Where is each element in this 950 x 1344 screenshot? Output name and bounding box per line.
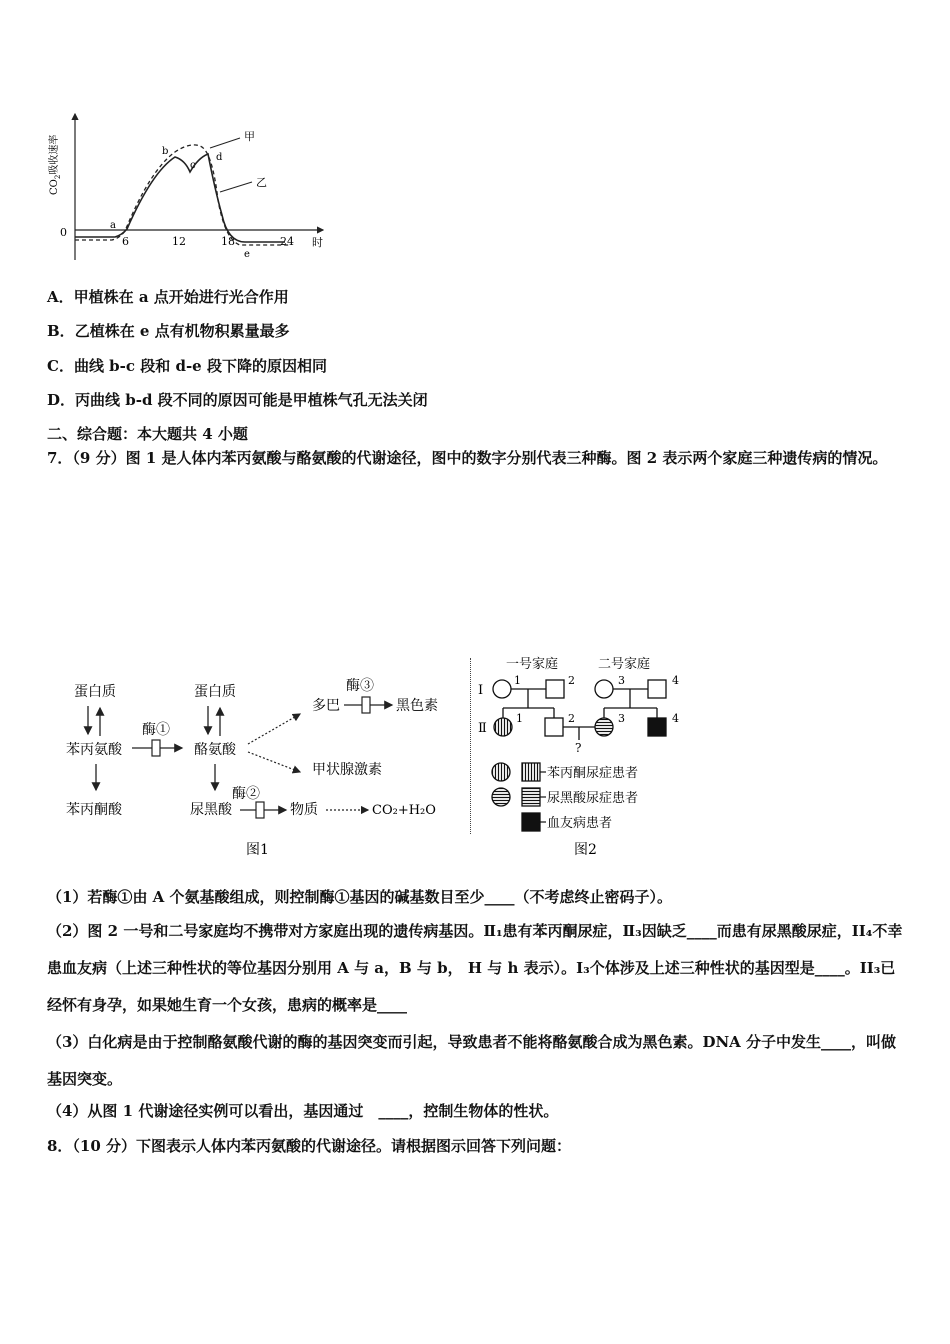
- legend-hemo-text: 血友病患者: [547, 816, 613, 831]
- phe-label: 苯丙氨酸: [66, 742, 122, 758]
- f2-II3-number: 3: [618, 712, 625, 725]
- y-axis-label: $CO_2$吸收速率: [49, 134, 62, 195]
- figure-divider: [470, 658, 471, 834]
- enzyme-3-label: 酶③: [346, 678, 374, 694]
- x-axis-unit: 时: [312, 236, 323, 249]
- x-tick: 6: [122, 235, 129, 248]
- option-a: A．甲植株在 a 点开始进行光合作用: [47, 288, 289, 306]
- melanin-label: 黑色素: [396, 698, 438, 714]
- curve-jia-label: 甲: [244, 130, 255, 143]
- point-e: e: [244, 249, 250, 260]
- option-d: D．丙曲线 b-d 段不同的原因可能是甲植株气孔无法关闭: [47, 391, 428, 409]
- section-title: 二、综合题：本大题共 4 小题: [47, 425, 248, 443]
- unknown-child: ?: [575, 741, 582, 755]
- point-b: b: [162, 146, 169, 157]
- tyr-label: 酪氨酸: [194, 742, 236, 758]
- enzyme-1-label: 酶①: [142, 722, 170, 738]
- x-tick: 18: [221, 235, 235, 248]
- generation-1-label: Ⅰ: [478, 683, 484, 698]
- f1-I2-male: [546, 680, 564, 698]
- thyroxine-label: 甲状腺激素: [312, 762, 382, 778]
- family-1-label: 一号家庭: [506, 657, 559, 672]
- legend-aku-text: 尿黑酸尿症患者: [547, 791, 639, 806]
- curve-jia-leader: [210, 138, 240, 148]
- f1-I1-number: 1: [514, 674, 521, 687]
- point-c: c: [190, 160, 196, 171]
- f2-II3-female-aku: [595, 718, 613, 736]
- q7-part-2: （2）图 2 一号和二号家庭均不携带对方家庭出现的遗传病基因。Ⅱ₁患有苯丙酮尿症，Ⅱ₃因缺乏____而患有尿黑酸尿症，II₄不幸患血友病（上述三种性状的等位基因分别用 A 与 a，B 与 b， H 与 h 表示）。I₃个体涉及上述三种性状的基因型是____。II₃已经怀有身孕，如果她生育一个女孩，患病的概率是____: [47, 922, 903, 1014]
- option-c: C．曲线 b-c 段和 d-e 段下降的原因相同: [47, 357, 327, 375]
- f2-II4-male-hemophilia: [648, 718, 666, 736]
- q8-intro: 8．（10 分）下图表示人体内苯丙氨酸的代谢途径。请根据图示回答下列问题：: [47, 1137, 572, 1155]
- f2-I3-female: [595, 680, 613, 698]
- origin-label: 0: [60, 226, 67, 239]
- point-a: a: [110, 220, 116, 231]
- x-tick: 12: [172, 235, 186, 248]
- x-tick: 24: [280, 235, 294, 248]
- protein-label-2: 蛋白质: [194, 684, 236, 700]
- f1-II1-female-pku: [494, 718, 512, 736]
- curve-yi-label: 乙: [256, 176, 267, 189]
- q7-part-3: （3）白化病是由于控制酪氨酸代谢的酶的基因突变而引起，导致患者不能将酪氨酸合成为黑色素。DNA 分子中发生____，叫做基因突变。: [47, 1033, 897, 1088]
- curve-yi-leader: [220, 182, 252, 192]
- f2-I4-number: 4: [672, 674, 679, 687]
- point-d: d: [216, 152, 223, 163]
- q7-part-1: （1）若酶①由 A 个氨基酸组成，则控制酶①基因的碱基数目至少____（不考虑终止密码子）。: [47, 888, 673, 906]
- co2-graph: [40, 110, 340, 270]
- co2-h2o-label: CO₂+H₂O: [372, 803, 436, 818]
- figure-1: [60, 672, 460, 862]
- q7-part-4: （4）从图 1 代谢途径实例可以看出，基因通过 ____，控制生物体的性状。: [47, 1102, 559, 1120]
- curve-yi: [75, 154, 285, 242]
- legend-aku-female: [492, 788, 510, 806]
- f2-II4-number: 4: [672, 712, 679, 725]
- generation-2-label: Ⅱ: [478, 721, 487, 736]
- legend-pku-male: [522, 763, 540, 781]
- protein-label-1: 蛋白质: [74, 684, 116, 700]
- figure-2-caption: 图2: [574, 842, 597, 858]
- legend-pku-text: 苯丙酮尿症患者: [547, 766, 639, 781]
- f2-I4-male: [648, 680, 666, 698]
- f1-II1-number: 1: [516, 712, 523, 725]
- hga-label: 尿黑酸: [190, 802, 232, 818]
- enzyme-2-label: 酶②: [232, 786, 260, 802]
- family-2-label: 二号家庭: [598, 657, 651, 672]
- figure-1-caption: 图1: [246, 842, 269, 858]
- legend-pku-female: [492, 763, 510, 781]
- dopa-label: 多巴: [312, 698, 340, 714]
- pku-label: 苯丙酮酸: [66, 802, 122, 818]
- option-b: B．乙植株在 e 点有机物积累量最多: [47, 322, 290, 340]
- q7-intro: 7．（9 分）图 1 是人体内苯丙氨酸与酪氨酸的代谢途径，图中的数字分别代表三种酶。图 2 表示两个家庭三种遗传病的情况。: [47, 449, 888, 467]
- legend-aku-male: [522, 788, 540, 806]
- f1-II2-male: [545, 718, 563, 736]
- f1-I1-female: [493, 680, 511, 698]
- f1-II2-number: 2: [568, 712, 575, 725]
- f1-I2-number: 2: [568, 674, 575, 687]
- figure-2: [476, 652, 702, 862]
- f2-I3-number: 3: [618, 674, 625, 687]
- substance-label: 物质: [290, 802, 318, 818]
- legend-hemo-male: [522, 813, 540, 831]
